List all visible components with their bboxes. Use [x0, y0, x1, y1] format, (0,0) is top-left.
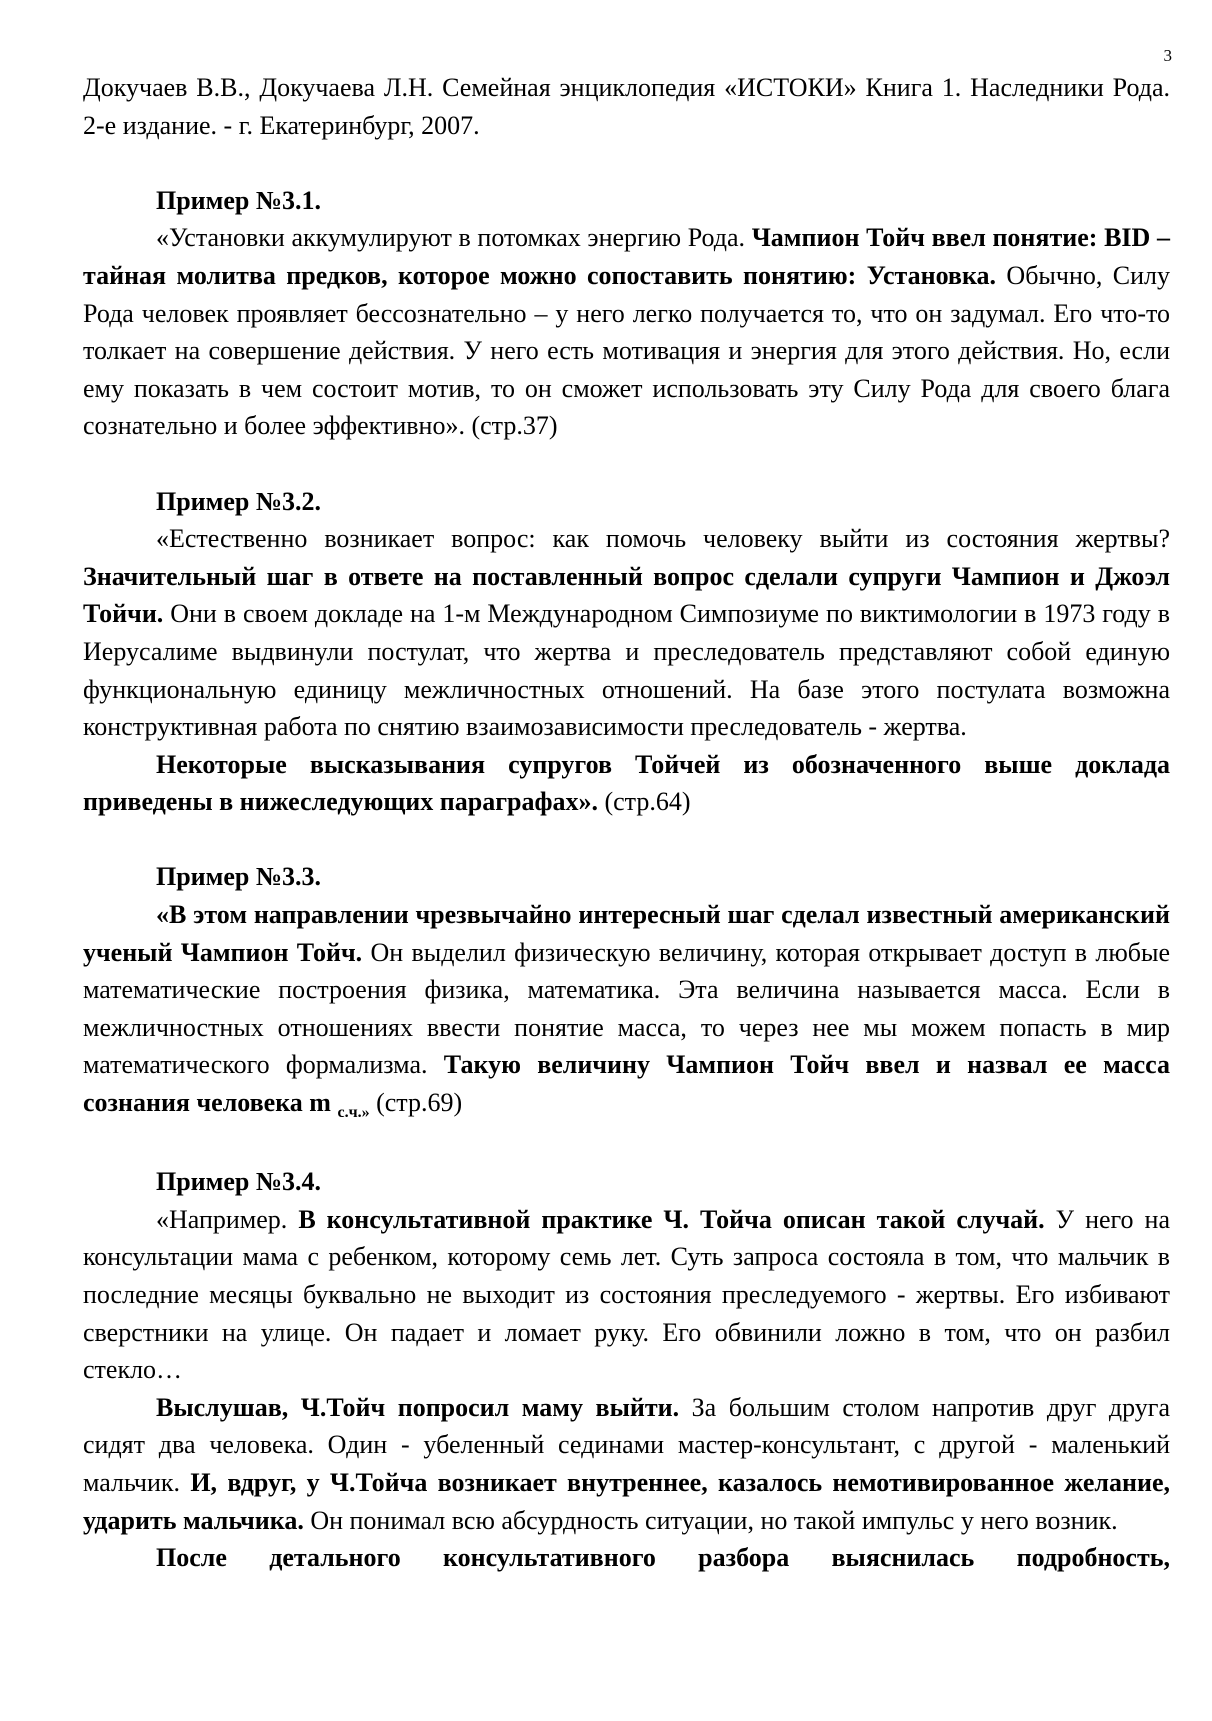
text-run: «Установки аккумулируют в потомках энергию Рода. [156, 223, 752, 253]
example-heading: Пример №3.3. [156, 862, 322, 892]
subscript-text: с.ч.» [337, 1104, 370, 1122]
bold-text-run: Выслушав, Ч.Тойч попросил маму выйти. [156, 1392, 680, 1422]
example-paragraph [83, 746, 1170, 821]
bold-text-run: И, вдруг, у Ч.Тойча возникает внутреннее, казалось немотивированное желание, ударить мальчика. [83, 1467, 1170, 1535]
text-run: (стр.69) [369, 1088, 463, 1118]
example-paragraph [83, 1539, 1170, 1577]
example-paragraph [83, 219, 1170, 445]
text-run: «Естественно возникает вопрос: как помочь человеку выйти из состояния жертвы? [156, 524, 1170, 554]
bold-text-run: После детального консультативного разбора выяснилась подробность, [156, 1543, 1170, 1573]
document-body [83, 69, 1170, 1577]
text-run: Он выделил физическую величину, которая открывает доступ в любые математические построения физика, математика. Эта величина называется масса. Если в межличностных отношениях ввести понятие масса, то через нее мы можем попасть в мир математического формализма. [83, 937, 1171, 1080]
text-run: У него на консультации мама с ребенком, которому семь лет. Суть запроса состояла в том, что мальчик в последние месяцы буквально не выходит из состояния преследуемого - жертвы. Его избивают сверстники на улице. Он падает и ломает руку. Его обвинили ложно в том, что он разбил стекло… [83, 1204, 1171, 1385]
example-heading: Пример №3.4. [156, 1167, 322, 1197]
example-paragraph [83, 520, 1170, 746]
example-paragraph [83, 896, 1170, 1126]
example-paragraph [83, 1201, 1170, 1389]
text-run: Он понимал всю абсурдность ситуации, но такой импульс у него возник. [303, 1505, 1118, 1535]
text-run: Обычно, Силу Рода человек проявляет бессознательно – у него легко получается то, что он задумал. Его что-то толкает на совершение действия. У него есть мотивация и энергия для этого действия. Но, если ему показать в чем состоит мотив, то он сможет использовать эту Силу Рода для своего блага сознательно и более эффективно». (стр.37) [83, 260, 1170, 441]
bold-text-run: Такую величину Чампион Тойч ввел и назвал ее масса сознания человека m [83, 1050, 1170, 1118]
bibliographic-reference: Докучаев В.В., Докучаева Л.Н. Семейная энциклопедия «ИСТОКИ» Книга 1. Наследники Рода. 2-е издание. - г. Екатеринбург, 2007. [83, 73, 1170, 140]
text-run: За большим столом напротив друг друга сидят два человека. Один - убеленный сединами мастер-консультант, с другой - маленький мальчик. [83, 1392, 1170, 1497]
text-run: Они в своем докладе на 1-м Международном Симпозиуме по виктимологии в 1973 году в Иерусалиме выдвинули постулат, что жертва и преследователь представляют собой единую функциональную единицу межличностных отношений. На базе этого постулата возможна конструктивная работа по снятию взаимозависимости преследователь - жертва. [83, 599, 1170, 742]
example-heading: Пример №3.2. [156, 486, 322, 516]
example-heading: Пример №3.1. [156, 185, 322, 215]
bold-text-run: «В этом направлении чрезвычайно интересный шаг сделал известный американский ученый Чампион Тойч. [83, 900, 1170, 967]
example-paragraph [83, 1389, 1170, 1539]
bold-text-run: Значительный шаг в ответе на поставленный вопрос сделали супруги Чампион и Джоэл Тойчи. [83, 561, 1170, 629]
page-number: 3 [1163, 46, 1172, 65]
text-run: (стр.64) [597, 787, 691, 817]
bold-text-run: В консультативной практике Ч. Тойча описан такой случай. [298, 1204, 1045, 1234]
bold-text-run: Чампион Тойч ввел понятие: BID – тайная молитва предков, которое можно сопоставить понятию: Установка. [83, 223, 1170, 290]
bold-text-run: Некоторые высказывания супругов Тойчей из обозначенного выше доклада приведены в нижеследующих параграфах». [83, 749, 1170, 817]
text-run: «Например. [156, 1204, 299, 1234]
